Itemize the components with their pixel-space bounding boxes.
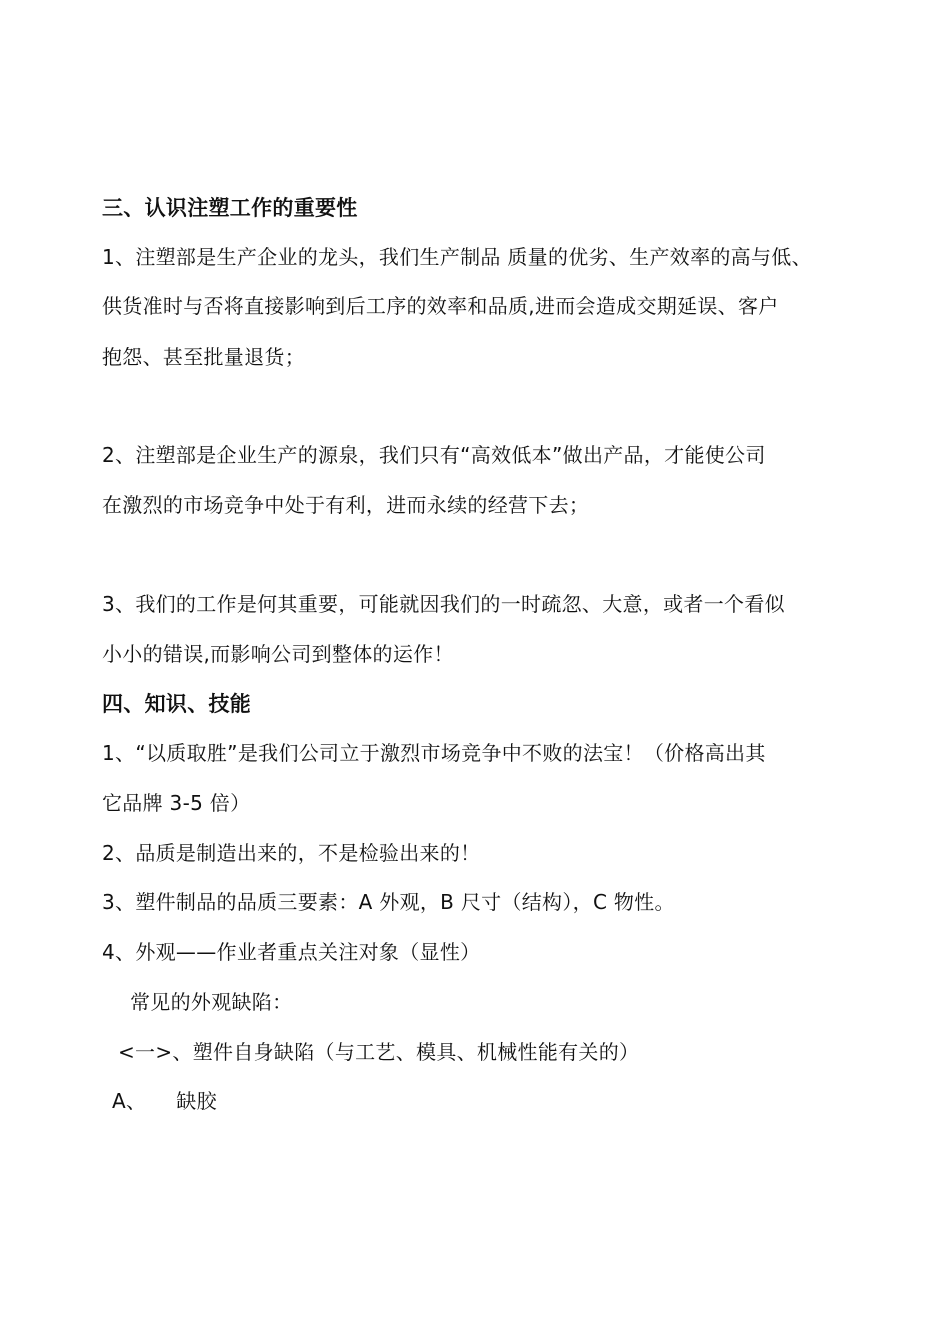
section-4-item-2: 2、品质是制造出来的，不是检验出来的！ (102, 841, 481, 865)
section-3-paragraph-1-line-2: 供货准时与否将直接影响到后工序的效率和品质,进而会造成交期延误、客户 (102, 294, 779, 318)
section-4-item-1-line-2: 它品牌 3-5 倍） (102, 791, 251, 815)
section-3-paragraph-3-line-1: 3、我们的工作是何其重要，可能就因我们的一时疏忽、大意，或者一个看似 (102, 592, 785, 616)
section-4-item-3: 3、塑件制品的品质三要素：A 外观，B 尺寸（结构），C 物性。 (102, 890, 675, 914)
defect-item-a-label: A、 (112, 1089, 147, 1113)
defect-item-a-text: 缺胶 (176, 1089, 217, 1113)
section-4-item-1-line-1: 1、“以质取胜”是我们公司立于激烈市场竞争中不败的法宝！（价格高出其 (102, 741, 766, 765)
defect-item-a (112, 1087, 902, 1115)
section-3-paragraph-2-line-2: 在激烈的市场竞争中处于有利，进而永续的经营下去； (102, 493, 590, 517)
section-4-item-4: 4、外观——作业者重点关注对象（显性） (102, 940, 481, 964)
section-3-paragraph-1-line-3: 抱怨、甚至批量退货； (102, 345, 305, 369)
section-3-paragraph-3-line-2: 小小的错误,而影响公司到整体的运作！ (102, 642, 454, 666)
defects-subheading: <一>、塑件自身缺陷（与工艺、模具、机械性能有关的） (118, 1040, 640, 1064)
section-3-paragraph-1-line-1: 1、注塑部是生产企业的龙头，我们生产制品 质量的优劣、生产效率的高与低、 (102, 245, 812, 269)
common-defects-label: 常见的外观缺陷： (130, 990, 293, 1014)
section-3-paragraph-2-line-1: 2、注塑部是企业生产的源泉，我们只有“高效低本”做出产品，才能使公司 (102, 443, 766, 467)
section-3-heading: 三、认识注塑工作的重要性 (102, 196, 358, 220)
section-4-heading: 四、知识、技能 (102, 692, 252, 716)
